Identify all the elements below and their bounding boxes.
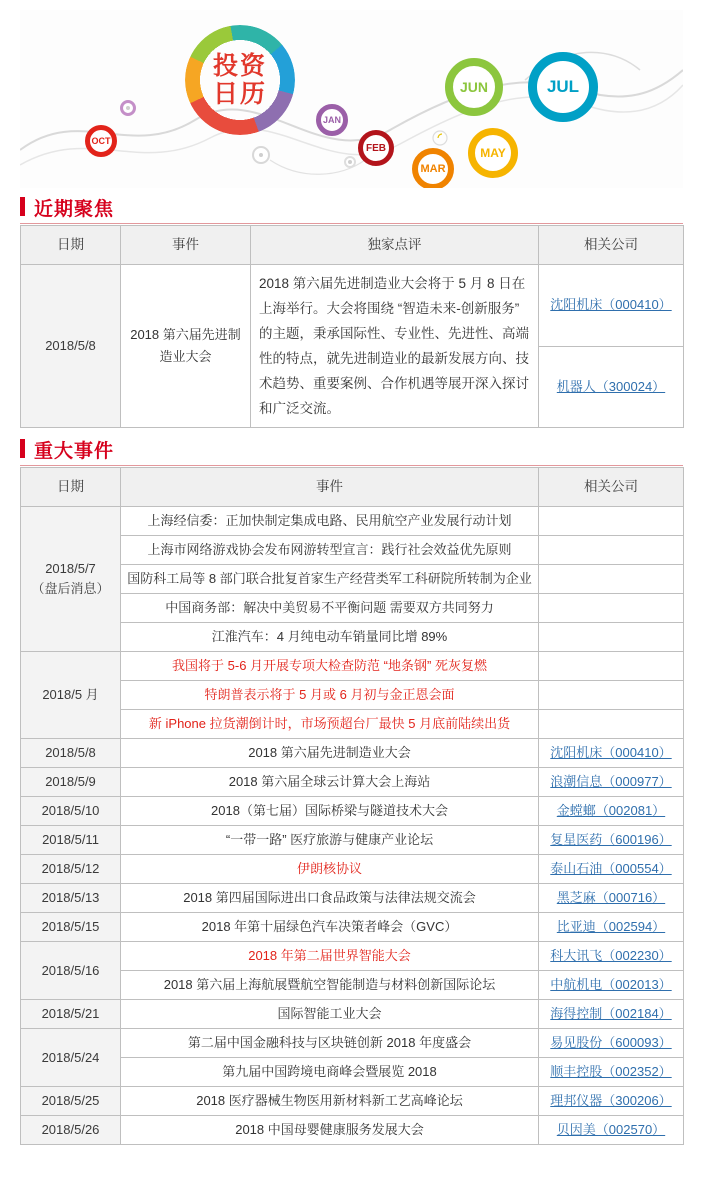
decorative-dot-2 <box>252 146 270 164</box>
table-row <box>21 265 684 347</box>
table-row <box>21 1058 684 1087</box>
heading-underline <box>20 223 683 224</box>
events-date-6: 2018/5/12 <box>21 855 121 884</box>
table-row <box>21 507 684 536</box>
table-row <box>21 536 684 565</box>
event-text: 2018 第六届全球云计算大会上海站 <box>121 768 539 797</box>
month-label: OCT <box>91 136 111 146</box>
events-header-company: 相关公司 <box>539 468 684 507</box>
event-text: 2018 中国母婴健康服务发展大会 <box>121 1116 539 1145</box>
company-cell[interactable] <box>539 884 684 913</box>
company-cell <box>539 565 684 594</box>
table-row <box>21 739 684 768</box>
focus-comment: 2018 第六届先进制造业大会将于 5 月 8 日在上海举行。大会将围绕 “智造未来-创新服务” 的主题，秉承国际性、专业性、先进性、高端性的特点，就先进制造业的最新发展方向、技术趋势、重要案例、合作机遇等展开深入探讨和广泛交流。 <box>251 265 539 428</box>
focus-date: 2018/5/8 <box>21 265 121 428</box>
company-link[interactable]: 机器人（300024） <box>556 378 666 394</box>
month-label: JUL <box>546 77 580 96</box>
company-link[interactable]: 浪潮信息（000977） <box>550 774 672 789</box>
event-text: 上海经信委：正加快制定集成电路、民用航空产业发展行动计划 <box>121 507 539 536</box>
company-cell[interactable] <box>539 1000 684 1029</box>
event-text: 国防科工局等 8 部门联合批复首家生产经营类军工科研院所转制为企业 <box>121 565 539 594</box>
company-cell[interactable] <box>539 971 684 1000</box>
table-row <box>21 594 684 623</box>
company-link[interactable]: 黑芝麻（000716） <box>556 890 666 905</box>
table-row <box>21 884 684 913</box>
events-date-11: 2018/5/24 <box>21 1029 121 1087</box>
company-link[interactable]: 复星医药（600196） <box>550 832 672 847</box>
event-text: 2018（第七届）国际桥梁与隧道技术大会 <box>121 797 539 826</box>
event-text: 2018 年第二届世界智能大会 <box>121 942 539 971</box>
company-cell <box>539 536 684 565</box>
events-date-7: 2018/5/13 <box>21 884 121 913</box>
company-link[interactable]: 理邦仪器（300206） <box>550 1093 672 1108</box>
events-table <box>20 467 684 1145</box>
company-link[interactable]: 金螳螂（002081） <box>556 803 666 818</box>
events-header-event: 事件 <box>121 468 539 507</box>
company-link[interactable]: 沈阳机床（000410） <box>550 297 672 313</box>
event-text: 第二届中国金融科技与区块链创新 2018 年度盛会 <box>121 1029 539 1058</box>
company-cell[interactable] <box>539 797 684 826</box>
focus-header-comment: 独家点评 <box>251 226 539 265</box>
month-bubble-oct <box>85 125 117 157</box>
events-header-date: 日期 <box>21 468 121 507</box>
event-text: 第九届中国跨境电商峰会暨展览 2018 <box>121 1058 539 1087</box>
table-row <box>21 913 684 942</box>
logo-text <box>185 25 295 135</box>
month-label: JAN <box>322 115 341 125</box>
company-link[interactable]: 泰山石油（000554） <box>550 861 672 876</box>
company-link[interactable]: 易见股份（600093） <box>550 1035 672 1050</box>
events-date-3: 2018/5/9 <box>21 768 121 797</box>
heading-accent-bar <box>20 439 25 458</box>
company-link[interactable]: 科大讯飞（002230） <box>550 948 672 963</box>
table-row <box>21 623 684 652</box>
company-cell[interactable] <box>539 1116 684 1145</box>
events-date-0 <box>21 507 121 652</box>
logo-line-1: 投资 <box>212 51 267 80</box>
focus-company-1[interactable] <box>539 265 684 347</box>
company-cell[interactable] <box>539 1087 684 1116</box>
company-cell[interactable] <box>539 768 684 797</box>
company-cell <box>539 623 684 652</box>
logo-line-2: 日历 <box>212 79 267 108</box>
table-row <box>21 652 684 681</box>
company-cell <box>539 710 684 739</box>
events-date-10: 2018/5/21 <box>21 1000 121 1029</box>
focus-table <box>20 225 684 428</box>
table-row <box>21 826 684 855</box>
company-cell[interactable] <box>539 855 684 884</box>
event-text: 2018 第六届上海航展暨航空智能制造与材料创新国际论坛 <box>121 971 539 1000</box>
event-text: 新 iPhone 拉货潮倒计时，市场预超台厂最快 5 月底前陆续出货 <box>121 710 539 739</box>
month-bubble-jul <box>528 52 598 122</box>
month-bubble-may <box>468 128 518 178</box>
event-text: 我国将于 5-6 月开展专项大检查防范 “地条钢” 死灰复燃 <box>121 652 539 681</box>
focus-company-2[interactable] <box>539 346 684 428</box>
events-date-4: 2018/5/10 <box>21 797 121 826</box>
events-date-8: 2018/5/15 <box>21 913 121 942</box>
company-cell <box>539 681 684 710</box>
company-link[interactable]: 海得控制（002184） <box>550 1006 672 1021</box>
events-date-2: 2018/5/8 <box>21 739 121 768</box>
section-title-text: 近期聚焦 <box>34 198 115 220</box>
company-link[interactable]: 比亚迪（002594） <box>556 919 666 934</box>
events-table-header-row <box>21 468 684 507</box>
focus-event: 2018 第六届先进制造业大会 <box>121 265 251 428</box>
banner <box>20 10 683 188</box>
event-text: 2018 年第十届绿色汽车决策者峰会（GVC） <box>121 913 539 942</box>
table-row <box>21 565 684 594</box>
company-cell[interactable] <box>539 1058 684 1087</box>
date-line-1: 2018/5 月 <box>42 687 99 702</box>
section-heading-focus <box>20 194 683 221</box>
month-label: JUN <box>459 79 488 95</box>
event-text: 江淮汽车：4 月纯电动车销量同比增 89% <box>121 623 539 652</box>
focus-table-header-row <box>21 226 684 265</box>
event-text: 国际智能工业大会 <box>121 1000 539 1029</box>
month-label: MAR <box>420 163 446 175</box>
company-cell[interactable] <box>539 1029 684 1058</box>
table-row <box>21 1000 684 1029</box>
month-bubble-mar <box>412 148 454 188</box>
company-cell[interactable] <box>539 942 684 971</box>
logo <box>185 25 295 135</box>
event-text: 中国商务部：解决中美贸易不平衡问题 需要双方共同努力 <box>121 594 539 623</box>
decorative-dot-1 <box>120 100 136 116</box>
table-row <box>21 1029 684 1058</box>
month-bubble-feb <box>358 130 394 166</box>
event-text: 特朗普表示将于 5 月或 6 月初与金正恩会面 <box>121 681 539 710</box>
decorative-dot-3 <box>344 156 356 168</box>
heading-underline <box>20 465 683 466</box>
company-link[interactable]: 沈阳机床（000410） <box>550 745 672 760</box>
company-cell <box>539 507 684 536</box>
events-date-1 <box>21 652 121 739</box>
focus-header-date: 日期 <box>21 226 121 265</box>
month-bubble-jan <box>316 104 348 136</box>
company-link[interactable]: 贝因美（002570） <box>556 1122 666 1137</box>
events-date-12: 2018/5/25 <box>21 1087 121 1116</box>
event-text: 2018 医疗器械生物医用新材料新工艺高峰论坛 <box>121 1087 539 1116</box>
company-cell[interactable] <box>539 913 684 942</box>
event-text: 上海市网络游戏协会发布网游转型宣言：践行社会效益优先原则 <box>121 536 539 565</box>
company-cell <box>539 652 684 681</box>
event-text: 伊朗核协议 <box>121 855 539 884</box>
month-label: MAY <box>480 146 506 160</box>
table-row <box>21 971 684 1000</box>
table-row <box>21 797 684 826</box>
section-title-text: 重大事件 <box>34 440 115 462</box>
table-row <box>21 1116 684 1145</box>
event-text: “一带一路” 医疗旅游与健康产业论坛 <box>121 826 539 855</box>
table-row <box>21 855 684 884</box>
table-row <box>21 768 684 797</box>
company-cell[interactable] <box>539 739 684 768</box>
section-heading-events <box>20 436 683 463</box>
events-date-9: 2018/5/16 <box>21 942 121 1000</box>
event-text: 2018 第四届国际进出口食品政策与法律法规交流会 <box>121 884 539 913</box>
company-cell[interactable] <box>539 826 684 855</box>
date-line-1: 2018/5/7 <box>45 561 96 576</box>
company-link[interactable]: 顺丰控股（002352） <box>550 1064 672 1079</box>
date-line-2: （盘后消息） <box>31 581 110 596</box>
company-link[interactable]: 中航机电（002013） <box>550 977 672 992</box>
table-row <box>21 681 684 710</box>
table-row <box>21 710 684 739</box>
events-date-13: 2018/5/26 <box>21 1116 121 1145</box>
events-date-5: 2018/5/11 <box>21 826 121 855</box>
table-row <box>21 1087 684 1116</box>
heading-accent-bar <box>20 197 25 216</box>
focus-header-company: 相关公司 <box>539 226 684 265</box>
month-bubble-jun <box>445 58 503 116</box>
table-row <box>21 942 684 971</box>
focus-header-event: 事件 <box>121 226 251 265</box>
company-cell <box>539 594 684 623</box>
event-text: 2018 第六届先进制造业大会 <box>121 739 539 768</box>
month-label: FEB <box>366 142 386 154</box>
